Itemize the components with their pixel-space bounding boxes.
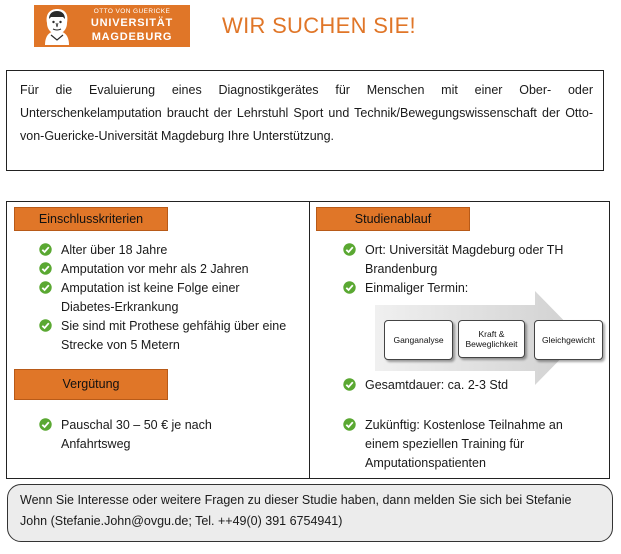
check-icon [343, 378, 356, 391]
einschluss-item-2: Amputation vor mehr als 2 Jahren [61, 262, 249, 276]
column-divider [309, 202, 310, 478]
contact-box: Wenn Sie Interesse oder weitere Fragen zu dieser Studie haben, dann melden Sie sich bei Stefanie John (Stefanie.John@ovgu.de; Tel. ++49(0) 391 6754941) [7, 484, 613, 542]
university-logo [34, 5, 190, 47]
check-icon [39, 262, 52, 275]
check-icon [39, 281, 52, 294]
einschluss-item-3: Amputation ist keine Folge einer Diabetes-Erkrankung [61, 281, 240, 314]
logo-line-3: MAGDEBURG [91, 31, 173, 43]
list-item [34, 317, 296, 355]
list-item [338, 376, 600, 395]
studienablauf-list-2 [338, 376, 600, 395]
ablauf-item-4: Zukünftig: Kostenlose Teilnahme an einem speziellen Training für Amputationspatienten [365, 418, 563, 470]
einschluss-item-4: Sie sind mit Prothese gehfähig über eine Strecke von 5 Metern [61, 319, 287, 352]
list-item [34, 416, 264, 454]
page-headline: WIR SUCHEN SIE! [222, 13, 416, 38]
check-icon [39, 319, 52, 332]
einschluss-list [34, 241, 296, 355]
logo-line-2: UNIVERSITÄT [90, 17, 174, 29]
studienablauf-list-3 [338, 416, 600, 473]
check-icon [39, 418, 52, 431]
einschluss-label: Einschlusskriterien [14, 207, 168, 231]
intro-text-box: Für die Evaluierung eines Diagnostikgerätes für Menschen mit einer Ober- oder Unterschenkelamputation braucht der Lehrstuhl Sport und Technik/Bewegungswissenschaft der Otto-von-Guericke-Universität Magdeburg Ihre Unterstützung. [6, 70, 604, 171]
process-step-kraft: Kraft & Beweglichkeit [458, 320, 525, 358]
process-step-gleichgewicht: Gleichgewicht [534, 320, 603, 360]
studienablauf-label: Studienablauf [316, 207, 470, 231]
list-item [34, 241, 296, 260]
list-item [34, 279, 296, 317]
guericke-portrait-icon [37, 7, 77, 45]
verguetung-list [34, 416, 264, 454]
einschluss-item-1: Alter über 18 Jahre [61, 243, 168, 257]
ablauf-item-1: Ort: Universität Magdeburg oder TH Brandenburg [365, 243, 564, 276]
check-icon [343, 418, 356, 431]
logo-line-1: OTTO VON GUERICKE [93, 8, 171, 15]
verguetung-item-1: Pauschal 30 – 50 € je nach Anfahrtsweg [61, 418, 212, 451]
verguetung-label: Vergütung [14, 369, 168, 400]
check-icon [343, 281, 356, 294]
ablauf-item-2: Einmaliger Termin: [365, 281, 469, 295]
studienablauf-list [338, 241, 588, 298]
list-item [338, 241, 588, 279]
ablauf-item-3: Gesamtdauer: ca. 2-3 Std [365, 378, 509, 392]
list-item [34, 260, 296, 279]
list-item [338, 416, 600, 473]
check-icon [39, 243, 52, 256]
check-icon [343, 243, 356, 256]
process-step-ganganalyse: Ganganalyse [384, 320, 453, 360]
